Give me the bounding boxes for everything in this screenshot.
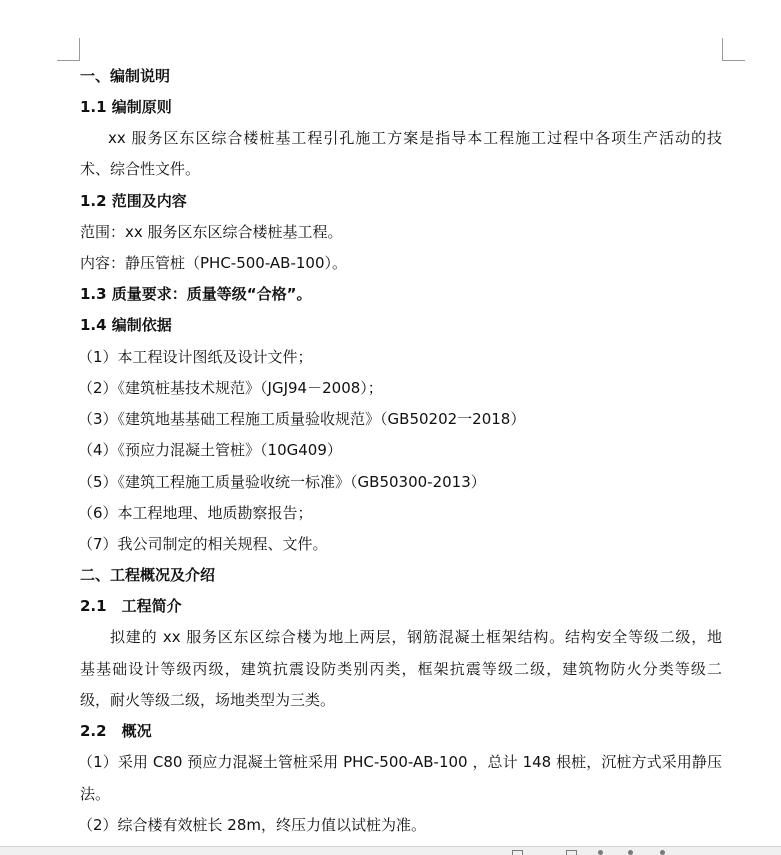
paragraph-line: 级，耐火等级二级，场地类型为三类。 xyxy=(80,691,336,709)
heading-1-1: 1.1 编制原则 xyxy=(80,98,172,116)
list-item: （2）《建筑桩基技术规范》（JGJ94－2008）； xyxy=(78,379,383,397)
heading-1-4: 1.4 编制依据 xyxy=(80,316,172,334)
paragraph-line: 拟建的 xx 服务区东区综合楼为地上两层，钢筋混凝土框架结构。结构安全等级二级，地 xyxy=(110,628,722,646)
heading-1-3: 1.3 质量要求：质量等级“合格”。 xyxy=(80,285,312,303)
list-item: （2）综合楼有效桩长 28m，终压力值以试桩为准。 xyxy=(78,816,427,834)
paragraph-line: 术、综合性文件。 xyxy=(80,160,201,178)
heading-2-2: 2.2 概况 xyxy=(80,722,152,740)
paragraph-line: 基基础设计等级丙级，建筑抗震设防类别丙类，框架抗震等级二级，建筑物防火分类等级二 xyxy=(80,660,722,678)
zoom-in-icon[interactable] xyxy=(660,850,665,855)
paragraph-line: 内容：静压管桩（PHC-500-AB-100）。 xyxy=(80,254,348,272)
list-item: （5）《建筑工程施工质量验收统一标准》（GB50300-2013） xyxy=(78,473,486,491)
list-item: （1）本工程设计图纸及设计文件； xyxy=(78,348,313,366)
heading-2-1: 2.1 工程简介 xyxy=(80,597,182,615)
list-item: （7）我公司制定的相关规程、文件。 xyxy=(78,535,328,553)
heading-2: 二、工程概况及介绍 xyxy=(80,566,216,584)
margin-corner-top-right xyxy=(722,38,745,61)
zoom-out-icon[interactable] xyxy=(628,850,633,855)
heading-1: 一、编制说明 xyxy=(80,67,171,85)
read-view-icon[interactable] xyxy=(566,850,577,855)
list-item-continuation: 法。 xyxy=(80,785,111,803)
paragraph-line: xx 服务区东区综合楼桩基工程引孔施工方案是指导本工程施工过程中各项生产活动的技 xyxy=(108,129,722,147)
list-item: （4）《预应力混凝土管桩》（10G409） xyxy=(78,441,342,459)
list-item: （3）《建筑地基基础工程施工质量验收规范》（GB50202一2018） xyxy=(78,410,526,428)
heading-1-2: 1.2 范围及内容 xyxy=(80,192,187,210)
list-item: （1）采用 C80 预应力混凝土管桩采用 PHC-500-AB-100 ，总计 148 根桩，沉桩方式采用静压 xyxy=(78,753,722,771)
paragraph-line: 范围：xx 服务区东区综合楼桩基工程。 xyxy=(80,223,343,241)
margin-corner-top-left xyxy=(57,38,80,61)
page-view-icon[interactable] xyxy=(512,850,523,855)
list-item: （6）本工程地理、地质勘察报告； xyxy=(78,504,313,522)
web-view-icon[interactable] xyxy=(598,850,603,855)
